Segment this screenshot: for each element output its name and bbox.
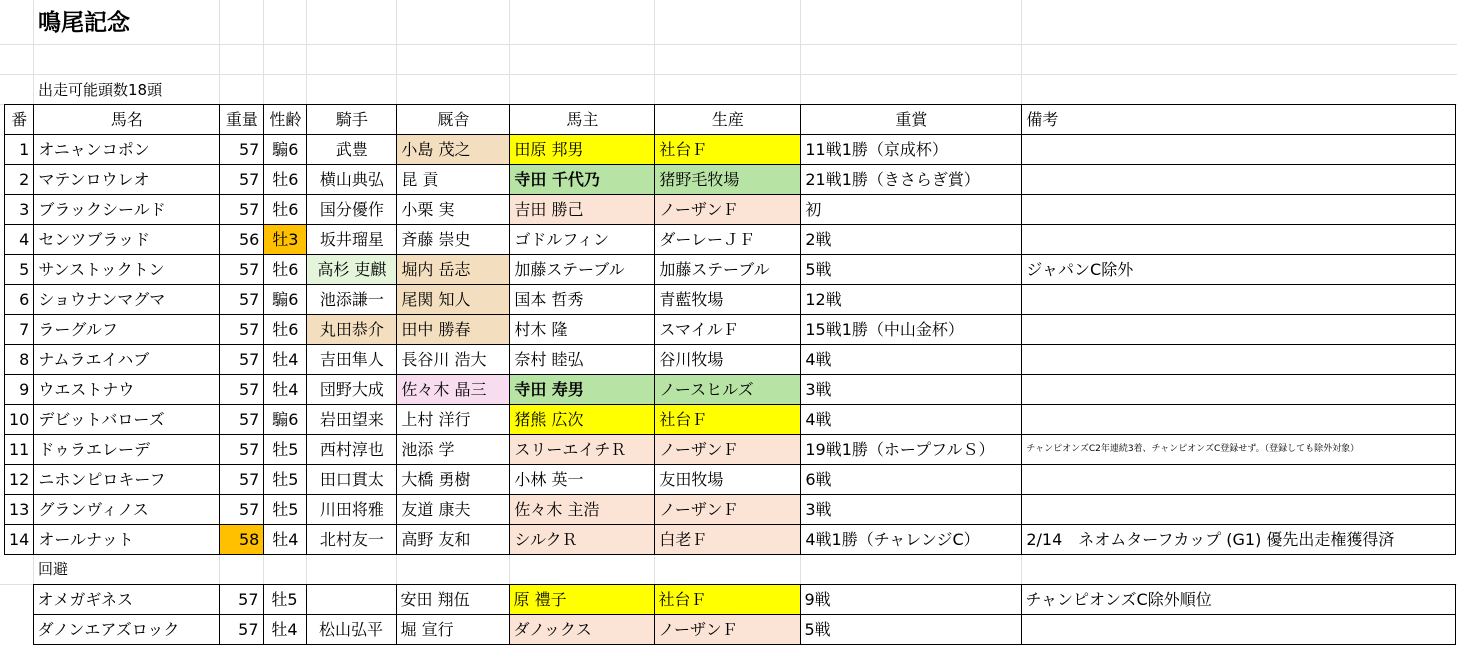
cell-number[interactable]: 7 (5, 315, 34, 345)
cell-breeder[interactable]: ノーザンＦ (655, 495, 801, 525)
cell-stable[interactable]: 上村 洋行 (397, 405, 510, 435)
cell-jockey[interactable]: 団野大成 (307, 375, 397, 405)
table-row (5, 345, 1456, 375)
cell-sexage[interactable]: 牡4 (264, 375, 307, 405)
cell-number (4, 615, 33, 645)
cell-number[interactable]: 10 (5, 405, 34, 435)
table-row (5, 285, 1456, 315)
cell-grade[interactable]: 4戦 (801, 345, 1022, 375)
table-row (5, 495, 1456, 525)
cell-sexage[interactable]: 牡5 (263, 585, 306, 615)
cell-horse-name[interactable]: ドゥラエレーデ (34, 435, 220, 465)
cell-weight[interactable]: 57 (219, 585, 263, 615)
cell-stable[interactable]: 堀 宣行 (396, 615, 509, 645)
cell-weight[interactable]: 57 (220, 375, 264, 405)
cell-grade[interactable]: 4戦 (801, 405, 1022, 435)
cell-jockey[interactable]: 池添謙一 (307, 285, 397, 315)
cell-horse-name[interactable]: ブラックシールド (34, 195, 220, 225)
cell-jockey[interactable] (306, 585, 396, 615)
cell-grade[interactable]: 5戦 (801, 255, 1022, 285)
cell-weight[interactable]: 57 (220, 135, 264, 165)
col-header-jockey[interactable]: 騎手 (307, 105, 397, 135)
cell-breeder[interactable]: 社台Ｆ (654, 585, 800, 615)
cell-stable[interactable]: 佐々木 晶三 (397, 375, 510, 405)
cell-jockey[interactable]: 西村淳也 (307, 435, 397, 465)
cell-horse-name[interactable]: デビットバローズ (34, 405, 220, 435)
cell-stable[interactable]: 高野 友和 (397, 525, 510, 555)
cell-number[interactable]: 8 (5, 345, 34, 375)
cell-remarks[interactable] (1022, 165, 1456, 195)
cell-jockey[interactable]: 松山弘平 (306, 615, 396, 645)
table-row (5, 225, 1456, 255)
cell-weight[interactable]: 57 (220, 435, 264, 465)
cell-stable[interactable]: 尾関 知人 (397, 285, 510, 315)
cell-owner[interactable]: 加藤ステーブル (510, 255, 655, 285)
cell-stable[interactable]: 田中 勝春 (397, 315, 510, 345)
cell-number[interactable]: 4 (5, 225, 34, 255)
cell-grade[interactable]: 3戦 (801, 375, 1022, 405)
cell-owner[interactable]: シルクＲ (510, 525, 655, 555)
cell-weight[interactable]: 57 (220, 165, 264, 195)
cell-sexage[interactable]: 牡6 (264, 195, 307, 225)
avoid-row (4, 585, 1455, 615)
cell-stable[interactable]: 安田 翔伍 (396, 585, 509, 615)
cell-weight[interactable]: 58 (220, 525, 264, 555)
col-header-number[interactable]: 番 (5, 105, 34, 135)
cell-grade[interactable]: 初 (801, 195, 1022, 225)
table-row (5, 525, 1456, 555)
cell-horse-name[interactable]: ラーグルフ (34, 315, 220, 345)
cell-stable[interactable]: 堀内 岳志 (397, 255, 510, 285)
cell-number[interactable]: 12 (5, 465, 34, 495)
cell-breeder[interactable]: 社台Ｆ (655, 135, 801, 165)
cell-grade[interactable]: 5戦 (800, 615, 1021, 645)
cell-horse-name[interactable]: ダノンエアズロック (33, 615, 219, 645)
cell-remarks[interactable] (1022, 315, 1456, 345)
cell-stable[interactable]: 池添 学 (397, 435, 510, 465)
cell-number[interactable]: 13 (5, 495, 34, 525)
cell-horse-name[interactable]: マテンロウレオ (34, 165, 220, 195)
col-header-grade[interactable]: 重賞 (801, 105, 1022, 135)
col-header-remarks[interactable]: 備考 (1022, 105, 1456, 135)
cell-jockey[interactable]: 吉田隼人 (307, 345, 397, 375)
cell-number[interactable]: 2 (5, 165, 34, 195)
cell-horse-name[interactable]: オールナット (34, 525, 220, 555)
cell-remarks[interactable]: ジャパンC除外 (1022, 255, 1456, 285)
cell-breeder[interactable]: ノースヒルズ (655, 375, 801, 405)
cell-horse-name[interactable]: ニホンピロキーフ (34, 465, 220, 495)
cell-weight[interactable]: 57 (220, 315, 264, 345)
cell-jockey[interactable]: 坂井瑠星 (307, 225, 397, 255)
cell-remarks[interactable] (1022, 345, 1456, 375)
cell-grade[interactable]: 11戦1勝（京成杯） (801, 135, 1022, 165)
cell-horse-name[interactable]: サンストックトン (34, 255, 220, 285)
cell-sexage[interactable]: 牡6 (264, 315, 307, 345)
cell-remarks[interactable] (1022, 405, 1456, 435)
cell-horse-name[interactable]: オメガギネス (33, 585, 219, 615)
cell-remarks[interactable] (1022, 135, 1456, 165)
avoid-table (4, 584, 1456, 645)
cell-sexage[interactable]: 牡6 (264, 165, 307, 195)
cell-horse-name[interactable]: オニャンコポン (34, 135, 220, 165)
cell-sexage[interactable]: 騸6 (264, 135, 307, 165)
header-row (5, 105, 1456, 135)
cell-weight[interactable]: 57 (219, 615, 263, 645)
cell-sexage[interactable]: 牡5 (264, 435, 307, 465)
cell-remarks[interactable] (1022, 225, 1456, 255)
cell-breeder[interactable]: 青藍牧場 (655, 285, 801, 315)
cell-stable[interactable]: 友道 康夫 (397, 495, 510, 525)
cell-remarks[interactable]: チャンピオンズC除外順位 (1021, 585, 1455, 615)
table-row (5, 375, 1456, 405)
cell-jockey[interactable]: 岩田望来 (307, 405, 397, 435)
cell-breeder[interactable]: 猪野毛牧場 (655, 165, 801, 195)
cell-jockey[interactable]: 川田将雅 (307, 495, 397, 525)
cell-remarks[interactable]: チャンピオンズC2年連続3着、チャンピオンズC登録せず。（登録しても除外対象） (1022, 435, 1456, 465)
cell-breeder[interactable]: ダーレーＪＦ (655, 225, 801, 255)
cell-weight[interactable]: 57 (220, 405, 264, 435)
cell-remarks[interactable] (1022, 375, 1456, 405)
cell-jockey[interactable]: 丸田恭介 (307, 315, 397, 345)
cell-number[interactable]: 5 (5, 255, 34, 285)
cell-owner[interactable]: 寺田 寿男 (510, 375, 655, 405)
cell-owner[interactable]: 原 禮子 (509, 585, 654, 615)
cell-sexage[interactable]: 牡5 (264, 495, 307, 525)
col-header-horse[interactable]: 馬名 (34, 105, 220, 135)
table-row (5, 405, 1456, 435)
avoid-label: 回避 (38, 560, 69, 578)
cell-remarks[interactable] (1021, 615, 1455, 645)
cell-sexage[interactable]: 騸6 (264, 285, 307, 315)
cell-stable[interactable]: 昆 貢 (397, 165, 510, 195)
cell-grade[interactable]: 2戦 (801, 225, 1022, 255)
cell-owner[interactable]: スリーエイチＲ (510, 435, 655, 465)
entries-table (4, 104, 1456, 555)
cell-jockey[interactable]: 武豊 (307, 135, 397, 165)
cell-grade[interactable]: 15戦1勝（中山金杯） (801, 315, 1022, 345)
col-header-breeder[interactable]: 生産 (655, 105, 801, 135)
table-row (5, 465, 1456, 495)
cell-grade[interactable]: 9戦 (800, 585, 1021, 615)
cell-owner[interactable]: 寺田 千代乃 (510, 165, 655, 195)
cell-grade[interactable]: 6戦 (801, 465, 1022, 495)
cell-number[interactable]: 9 (5, 375, 34, 405)
cell-owner[interactable]: ダノックス (509, 615, 654, 645)
cell-breeder[interactable]: 友田牧場 (655, 465, 801, 495)
cell-breeder[interactable]: ノーザンＦ (654, 615, 800, 645)
cell-breeder[interactable]: スマイルＦ (655, 315, 801, 345)
cell-weight[interactable]: 57 (220, 465, 264, 495)
cell-weight[interactable]: 57 (220, 285, 264, 315)
col-header-owner[interactable]: 馬主 (510, 105, 655, 135)
cell-jockey[interactable]: 北村友一 (307, 525, 397, 555)
cell-grade[interactable]: 3戦 (801, 495, 1022, 525)
cell-sexage[interactable]: 牡6 (264, 255, 307, 285)
table-row (5, 435, 1456, 465)
cell-owner[interactable]: 吉田 勝己 (510, 195, 655, 225)
cell-horse-name[interactable]: ナムラエイハブ (34, 345, 220, 375)
cell-breeder[interactable]: 社台Ｆ (655, 405, 801, 435)
cell-number (4, 585, 33, 615)
cell-sexage[interactable]: 牡3 (264, 225, 307, 255)
cell-breeder[interactable]: ノーザンＦ (655, 435, 801, 465)
cell-sexage[interactable]: 牡4 (263, 615, 306, 645)
col-header-stable[interactable]: 厩舎 (397, 105, 510, 135)
cell-sexage[interactable]: 牡4 (264, 525, 307, 555)
cell-number[interactable]: 6 (5, 285, 34, 315)
cell-horse-name[interactable]: ウエストナウ (34, 375, 220, 405)
table-row (5, 255, 1456, 285)
table-row (5, 195, 1456, 225)
table-row (5, 315, 1456, 345)
cell-stable[interactable]: 大橋 勇樹 (397, 465, 510, 495)
cell-number[interactable]: 3 (5, 195, 34, 225)
cell-weight[interactable]: 57 (220, 195, 264, 225)
cell-weight[interactable]: 57 (220, 495, 264, 525)
cell-horse-name[interactable]: センツブラッド (34, 225, 220, 255)
cell-grade[interactable]: 19戦1勝（ホープフルＳ） (801, 435, 1022, 465)
cell-stable[interactable]: 小島 茂之 (397, 135, 510, 165)
cell-remarks[interactable] (1022, 495, 1456, 525)
cell-horse-name[interactable]: ショウナンマグマ (34, 285, 220, 315)
cell-owner[interactable]: 田原 邦男 (510, 135, 655, 165)
cell-jockey[interactable]: 田口貫太 (307, 465, 397, 495)
cell-number[interactable]: 14 (5, 525, 34, 555)
cell-remarks[interactable] (1022, 285, 1456, 315)
cell-stable[interactable]: 斉藤 崇史 (397, 225, 510, 255)
col-header-weight[interactable]: 重量 (220, 105, 264, 135)
cell-grade[interactable]: 4戦1勝（チャレンジC） (801, 525, 1022, 555)
cell-remarks[interactable] (1022, 195, 1456, 225)
cell-sexage[interactable]: 騸6 (264, 405, 307, 435)
col-header-sexage[interactable]: 性齢 (264, 105, 307, 135)
cell-stable[interactable]: 長谷川 浩大 (397, 345, 510, 375)
cell-owner[interactable]: 猪熊 広次 (510, 405, 655, 435)
entry-limit-note: 出走可能頭数18頭 (38, 81, 163, 99)
cell-weight[interactable]: 57 (220, 255, 264, 285)
page-title: 鳴尾記念 (38, 10, 130, 36)
cell-grade[interactable]: 12戦 (801, 285, 1022, 315)
avoid-row (4, 615, 1455, 645)
cell-weight[interactable]: 57 (220, 345, 264, 375)
cell-owner[interactable]: 奈村 睦弘 (510, 345, 655, 375)
cell-remarks[interactable] (1022, 465, 1456, 495)
cell-owner[interactable]: ゴドルフィン (510, 225, 655, 255)
cell-owner[interactable]: 国本 哲秀 (510, 285, 655, 315)
cell-weight[interactable]: 56 (220, 225, 264, 255)
cell-number[interactable]: 1 (5, 135, 34, 165)
table-row (5, 135, 1456, 165)
cell-owner[interactable]: 村木 隆 (510, 315, 655, 345)
cell-breeder[interactable]: ノーザンＦ (655, 195, 801, 225)
cell-number[interactable]: 11 (5, 435, 34, 465)
cell-jockey[interactable]: 高杉 吏麒 (307, 255, 397, 285)
cell-remarks[interactable]: 2/14 ネオムターフカップ (G1) 優先出走権獲得済 (1022, 525, 1456, 555)
cell-horse-name[interactable]: グランヴィノス (34, 495, 220, 525)
cell-breeder[interactable]: 谷川牧場 (655, 345, 801, 375)
cell-jockey[interactable]: 横山典弘 (307, 165, 397, 195)
cell-owner[interactable]: 佐々木 主浩 (510, 495, 655, 525)
cell-owner[interactable]: 小林 英一 (510, 465, 655, 495)
cell-sexage[interactable]: 牡4 (264, 345, 307, 375)
cell-jockey[interactable]: 国分優作 (307, 195, 397, 225)
cell-breeder[interactable]: 白老Ｆ (655, 525, 801, 555)
table-row (5, 165, 1456, 195)
cell-grade[interactable]: 21戦1勝（きさらぎ賞） (801, 165, 1022, 195)
cell-breeder[interactable]: 加藤ステーブル (655, 255, 801, 285)
cell-sexage[interactable]: 牡5 (264, 465, 307, 495)
cell-stable[interactable]: 小栗 実 (397, 195, 510, 225)
